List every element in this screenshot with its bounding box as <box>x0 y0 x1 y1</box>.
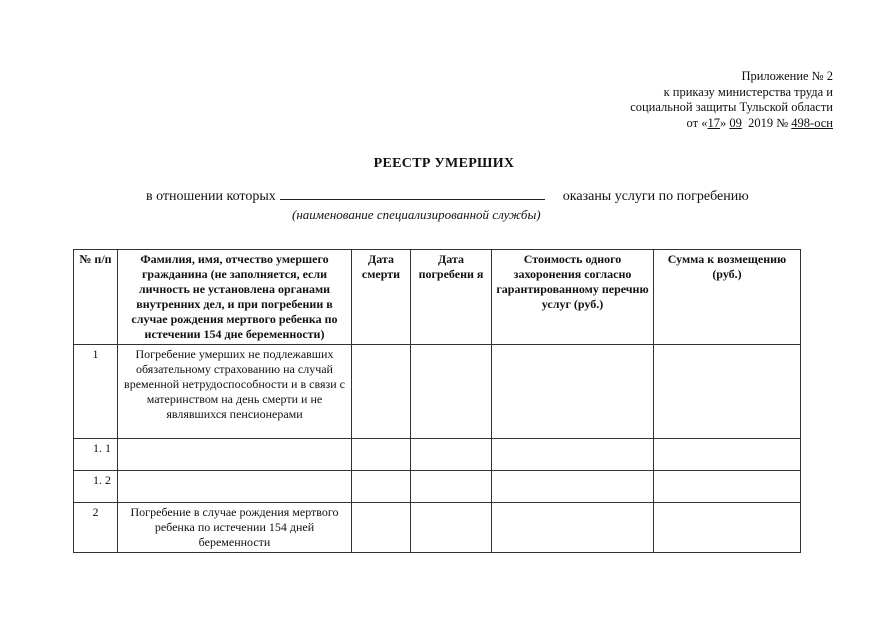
row-name: Погребение в случае рождения мертвого ребенка по истечении 154 дней беременности <box>118 503 352 553</box>
row-cost[interactable] <box>492 503 654 553</box>
row-death-date[interactable] <box>352 439 411 471</box>
row-reimbursement[interactable] <box>654 471 801 503</box>
row-death-date[interactable] <box>352 345 411 439</box>
document-title: РЕЕСТР УМЕРШИХ <box>373 156 515 171</box>
row-cost[interactable] <box>492 345 654 439</box>
table-row <box>74 503 801 553</box>
row-death-date[interactable] <box>352 503 411 553</box>
service-name-hint: (наименование специализированной службы) <box>292 207 541 222</box>
appendix-line-1: Приложение № 2 <box>741 69 833 83</box>
date-prefix: от « <box>686 115 708 130</box>
row-reimbursement[interactable] <box>654 439 801 471</box>
row-burial-date[interactable] <box>411 503 492 553</box>
row-reimbursement[interactable] <box>654 503 801 553</box>
date-day: 17 <box>707 115 720 130</box>
appendix-date-line <box>630 116 833 132</box>
row-num: 1. 2 <box>74 471 118 503</box>
row-burial-date[interactable] <box>411 439 492 471</box>
row-num: 2 <box>74 503 118 553</box>
row-cost[interactable] <box>492 439 654 471</box>
row-burial-date[interactable] <box>411 471 492 503</box>
row-reimbursement[interactable] <box>654 345 801 439</box>
header-cost: Стоимость одного захоронения согласно гарантированному перечню услуг (руб.) <box>492 250 654 345</box>
row-num: 1 <box>74 345 118 439</box>
table-row <box>74 345 801 439</box>
subject-before: в отношении которых <box>146 189 276 204</box>
table-row <box>74 471 801 503</box>
row-burial-date[interactable] <box>411 345 492 439</box>
header-reimbursement: Сумма к возмещению (руб.) <box>654 250 801 345</box>
row-cost[interactable] <box>492 471 654 503</box>
row-num: 1. 1 <box>74 439 118 471</box>
row-name: Погребение умерших не подлежавших обязательному страхованию на случай временной нетрудоспособности и в связи с материнством на день смерти и не являвшихся пенсионерами <box>118 345 352 439</box>
header-num: № п/п <box>74 250 118 345</box>
table-row <box>74 439 801 471</box>
registry-table <box>73 249 801 553</box>
row-death-date[interactable] <box>352 471 411 503</box>
header-death-date: Дата смерти <box>352 250 411 345</box>
date-year: 2019 № <box>741 115 792 130</box>
header-burial-date: Дата погребени я <box>411 250 492 345</box>
date-mid: » <box>719 115 730 130</box>
order-number: 498-осн <box>791 115 833 130</box>
appendix-block <box>630 69 833 131</box>
row-name[interactable] <box>118 471 352 503</box>
date-month: 09 <box>729 115 742 130</box>
appendix-line-3: социальной защиты Тульской области <box>630 100 833 114</box>
service-name-blank[interactable] <box>280 187 545 200</box>
appendix-line-2: к приказу министерства труда и <box>663 84 833 99</box>
subject-line <box>146 187 749 205</box>
header-name: Фамилия, имя, отчество умершего гражданина (не заполняется, если личность не установлена органами внутренних дел, и при погребении в случае рождения мертвого ребенка по истечении 154 дне беременности) <box>118 250 352 345</box>
table-header-row <box>74 250 801 345</box>
subject-after: оказаны услуги по погребению <box>562 189 749 204</box>
row-name[interactable] <box>118 439 352 471</box>
